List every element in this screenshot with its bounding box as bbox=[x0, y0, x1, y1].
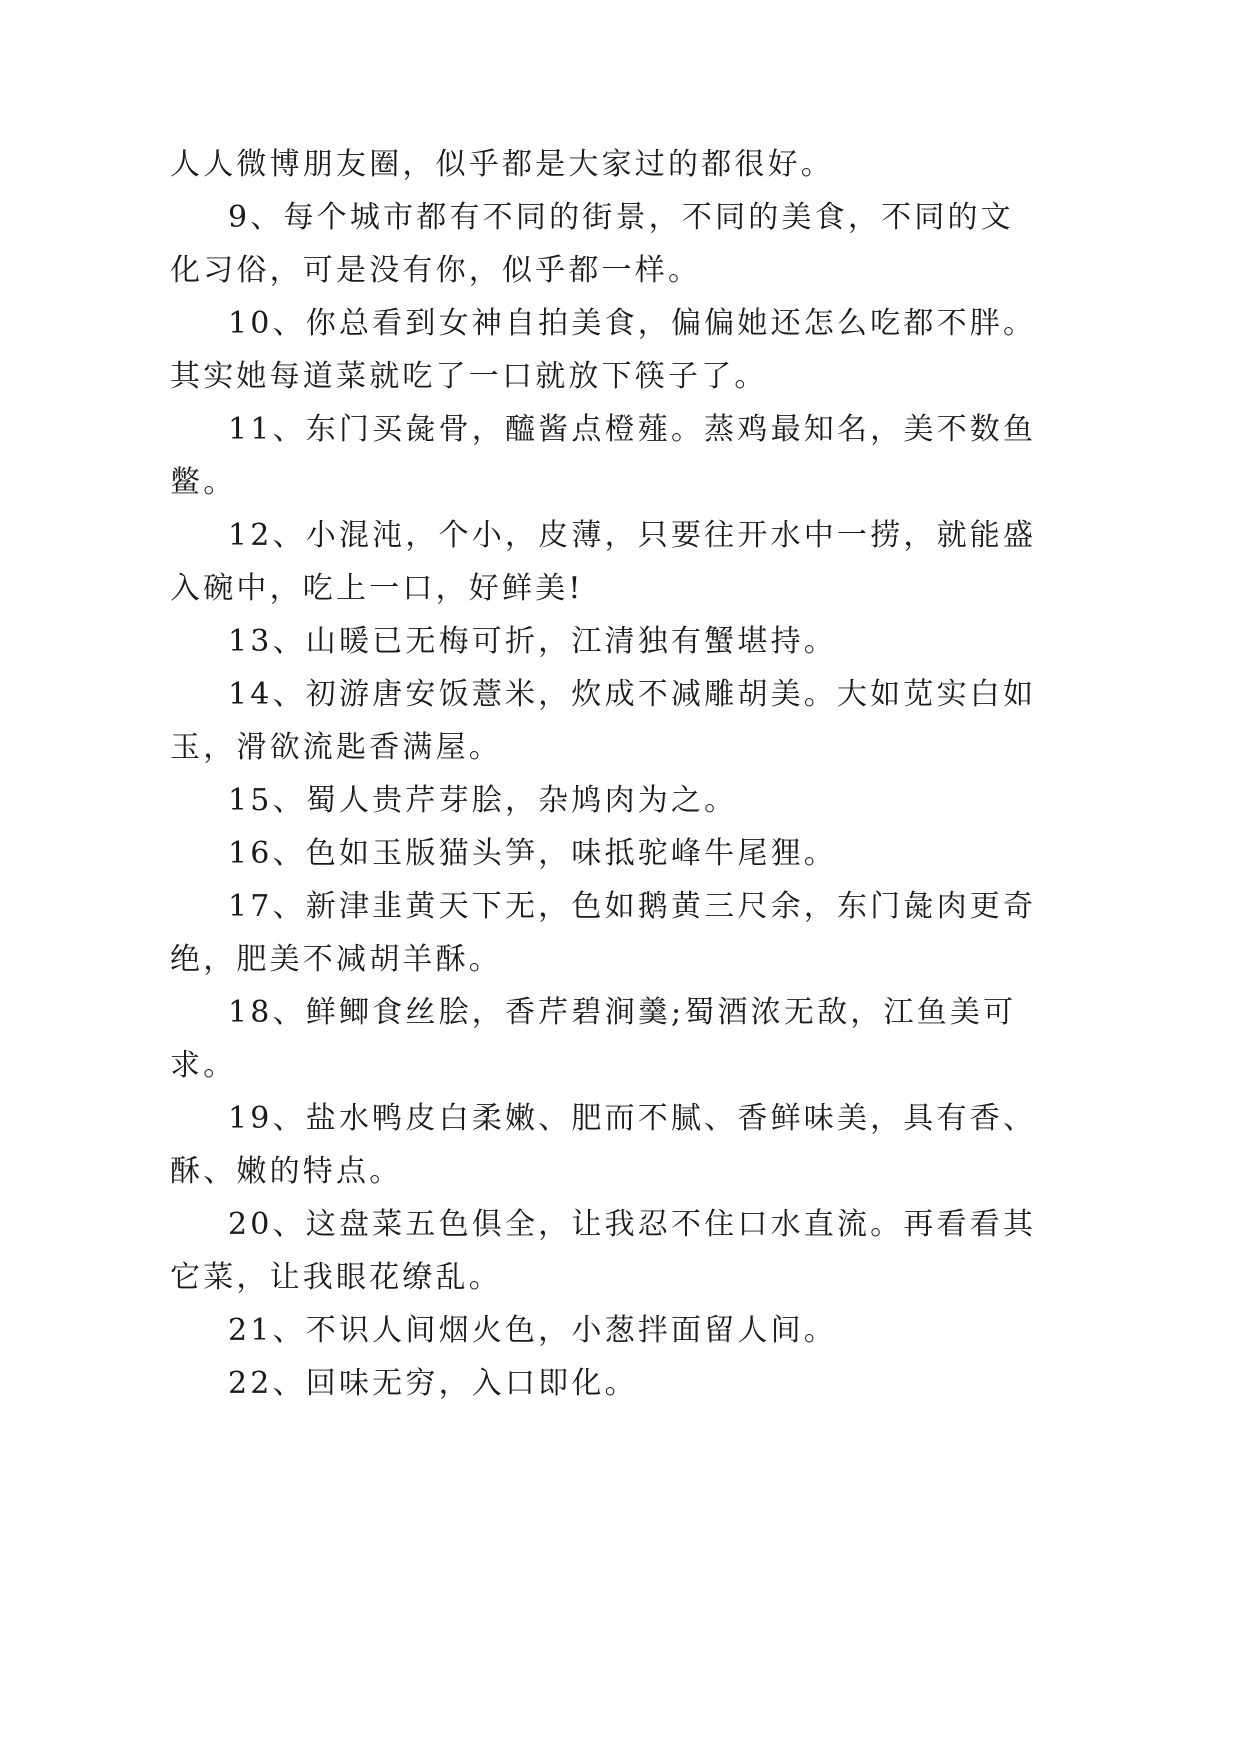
text-line: 它菜，让我眼花缭乱。 bbox=[170, 1260, 502, 1295]
text-line: 玉，滑欲流匙香满屋。 bbox=[170, 730, 502, 765]
text-line: 10、你总看到女神自拍美食，偏偏她还怎么吃都不胖。 bbox=[228, 306, 1037, 341]
text-line: 16、色如玉版猫头笋，味抵驼峰牛尾狸。 bbox=[228, 836, 837, 871]
text-line: 9、每个城市都有不同的街景，不同的美食，不同的文 bbox=[228, 200, 1014, 235]
text-line: 11、东门买彘骨，醯酱点橙薤。蒸鸡最知名，美不数鱼 bbox=[228, 412, 1037, 447]
text-line: 人人微博朋友圈，似乎都是大家过的都很好。 bbox=[170, 147, 834, 182]
text-line: 18、鲜鲫食丝脍，香芹碧涧羹;蜀酒浓无敌，江鱼美可 bbox=[228, 995, 1017, 1030]
text-line: 13、山暖已无梅可折，江清独有蟹堪持。 bbox=[228, 624, 837, 659]
text-line: 19、盐水鸭皮白柔嫩、肥而不腻、香鲜味美，具有香、 bbox=[228, 1101, 1037, 1136]
text-line: 入碗中，吃上一口，好鲜美! bbox=[170, 571, 584, 606]
text-line: 22、回味无穷，入口即化。 bbox=[228, 1366, 638, 1401]
text-line: 20、这盘菜五色俱全，让我忍不住口水直流。再看看其 bbox=[228, 1207, 1037, 1242]
text-line: 21、不识人间烟火色，小葱拌面留人间。 bbox=[228, 1313, 837, 1348]
text-line: 鳖。 bbox=[170, 465, 237, 500]
text-line: 化习俗，可是没有你，似乎都一样。 bbox=[170, 253, 702, 288]
text-line: 15、蜀人贵芹芽脍，杂鸠肉为之。 bbox=[228, 783, 738, 818]
text-line: 绝，肥美不减胡羊酥。 bbox=[170, 942, 502, 977]
text-line: 其实她每道菜就吃了一口就放下筷子了。 bbox=[170, 359, 768, 394]
text-line: 17、新津韭黄天下无，色如鹅黄三尺余，东门彘肉更奇 bbox=[228, 889, 1037, 924]
text-line: 酥、嫩的特点。 bbox=[170, 1154, 403, 1189]
text-line: 12、小混沌，个小，皮薄，只要往开水中一捞，就能盛 bbox=[228, 518, 1037, 553]
text-line: 求。 bbox=[170, 1048, 237, 1083]
text-line: 14、初游唐安饭薏米，炊成不减雕胡美。大如苋实白如 bbox=[228, 677, 1037, 712]
